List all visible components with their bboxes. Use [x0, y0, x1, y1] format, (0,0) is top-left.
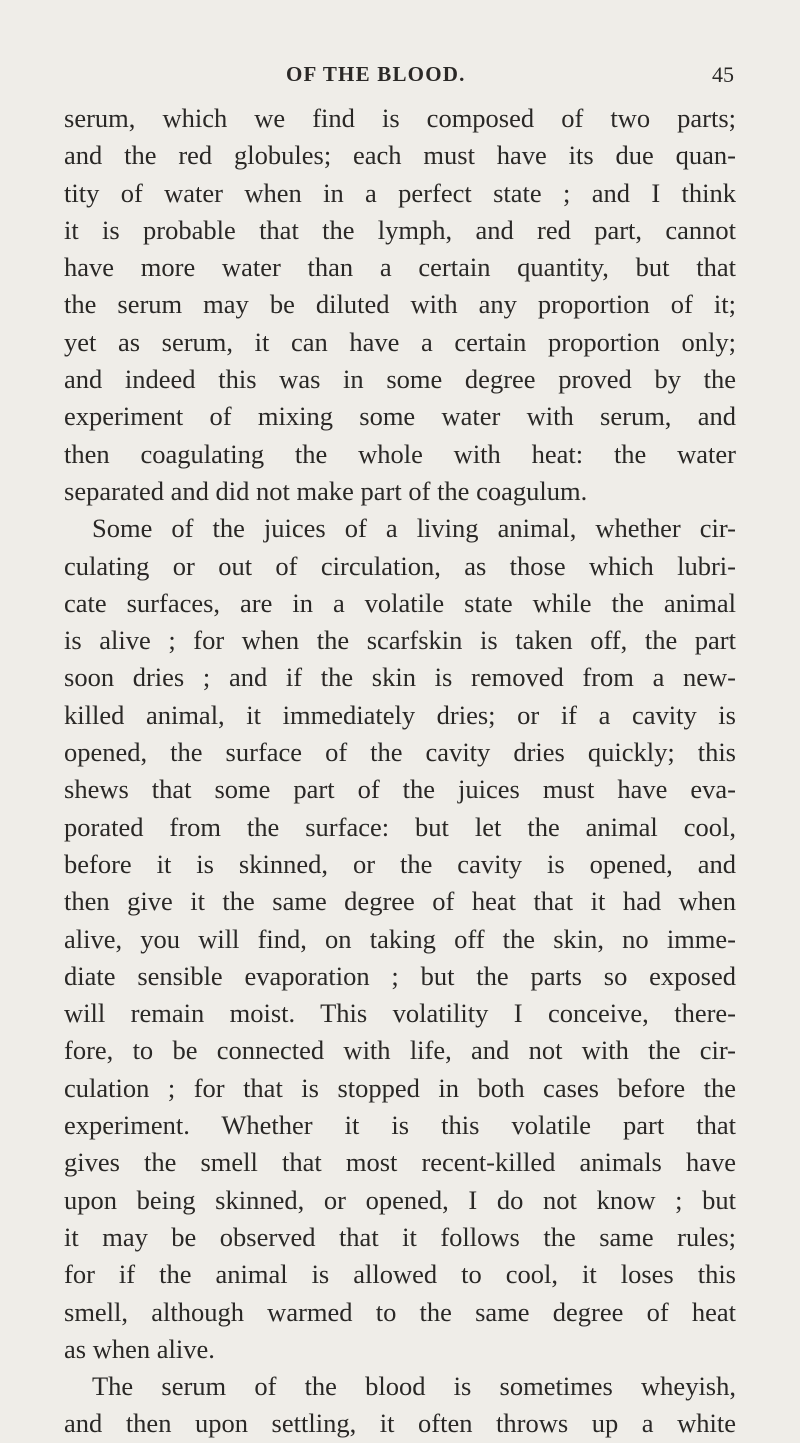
running-head [0, 62, 800, 92]
text-line: culation ; for that is stopped in both cases before the [64, 1072, 736, 1103]
text-line: then give it the same degree of heat that it had when [64, 886, 736, 917]
text-line: opened, the surface of the cavity dries quickly; this [64, 737, 736, 768]
text-line: gives the smell that most recent-killed animals have [64, 1147, 736, 1178]
text-line: as when alive. [64, 1333, 215, 1364]
text-line: Some of the juices of a living animal, whether cir- [92, 513, 736, 544]
text-line: serum, which we find is composed of two parts; [64, 103, 736, 133]
running-title: OF THE BLOOD. [286, 62, 466, 86]
text-line: tity of water when in a perfect state ; and I think [64, 177, 736, 208]
text-line: culating or out of circulation, as those which lubri- [64, 550, 736, 581]
text-line: alive, you will find, on taking off the skin, no imme- [64, 923, 736, 954]
text-line: is alive ; for when the scarfskin is taken off, the part [64, 625, 736, 656]
text-line: killed animal, it immediately dries; or if a cavity is [64, 699, 736, 730]
text-line: the serum may be diluted with any proportion of it; [64, 289, 736, 320]
text-line: yet as serum, it can have a certain proportion only; [64, 326, 736, 357]
text-line: porated from the surface: but let the animal cool, [64, 811, 736, 842]
text-line: separated and did not make part of the coagulum. [64, 475, 588, 506]
body-text [64, 100, 736, 1443]
text-line: The serum of the blood is sometimes wheyish, [92, 1371, 736, 1402]
text-line: soon dries ; and if the skin is removed from a new- [64, 662, 736, 693]
text-line: will remain moist. This volatility I conceive, there- [64, 998, 736, 1029]
text-line: experiment of mixing some water with serum, and [64, 401, 736, 432]
text-line: for if the animal is allowed to cool, it loses this [64, 1259, 736, 1290]
text-line: then coagulating the whole with heat: the water [64, 438, 736, 469]
text-line: and indeed this was in some degree proved by the [64, 364, 736, 395]
text-line: before it is skinned, or the cavity is opened, and [64, 848, 736, 879]
text-line: diate sensible evaporation ; but the parts so exposed [64, 960, 736, 991]
text-line: upon being skinned, or opened, I do not know ; but [64, 1184, 736, 1215]
text-line: smell, although warmed to the same degree of heat [64, 1296, 736, 1327]
text-line: it is probable that the lymph, and red part, cannot [64, 214, 736, 245]
page-number: 45 [712, 62, 734, 87]
text-line: cate surfaces, are in a volatile state while the animal [64, 587, 736, 618]
text-line: and then upon settling, it often throws up a white [64, 1408, 736, 1439]
text-line: shews that some part of the juices must have eva- [64, 774, 736, 805]
text-line: have more water than a certain quantity, but that [64, 252, 736, 283]
text-line: it may be observed that it follows the same rules; [64, 1221, 736, 1252]
text-line: experiment. Whether it is this volatile part that [64, 1110, 736, 1141]
text-line: fore, to be connected with life, and not with the cir- [64, 1035, 736, 1066]
text-line: and the red globules; each must have its due quan- [64, 140, 736, 171]
